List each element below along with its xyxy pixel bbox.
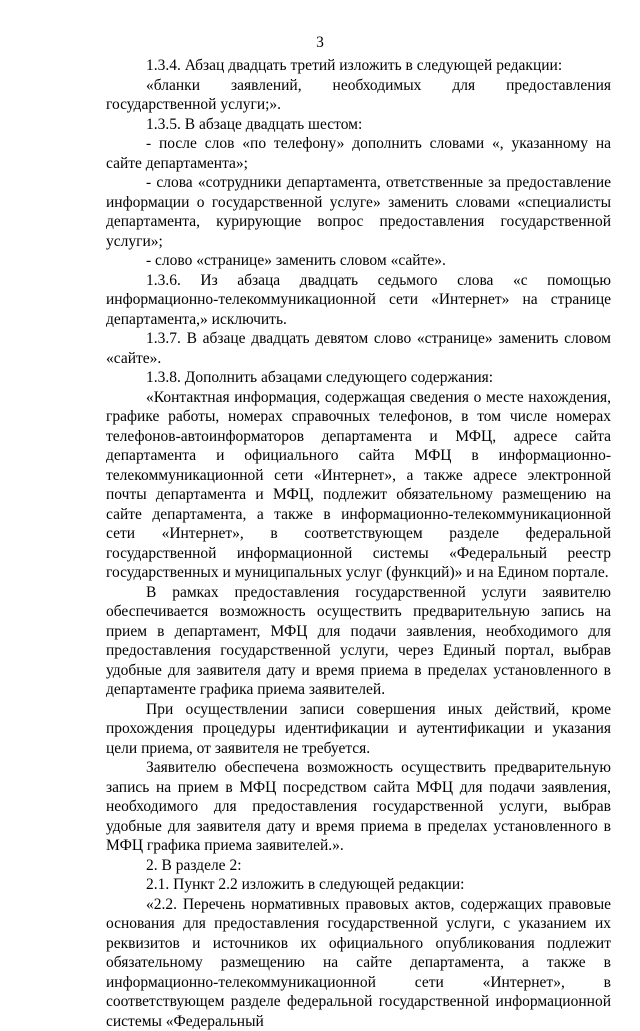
paragraph-1-3-4-text: «бланки заявлений, необходимых для предоставления государственной услуги;». (106, 76, 611, 115)
paragraph-1-3-8: 1.3.8. Дополнить абзацами следующего содержания: (106, 368, 611, 388)
document-body (106, 56, 611, 1031)
paragraph-2-1: 2.1. Пункт 2.2 изложить в следующей редакции: (106, 875, 611, 895)
paragraph-pre-registration: В рамках предоставления государственной услуги заявителю обеспечивается возможность осуществить предварительную запись на прием в департамент, МФЦ для подачи заявления, необходимого для предоставления государственной услуги, через Единый портал, выбрав удобные для заявителя дату и время приема в пределах установленного в департаменте графика приема заявителей. (106, 583, 611, 700)
paragraph-no-other-actions: При осуществлении записи совершения иных действий, кроме прохождения процедуры идентификации и аутентификации и указания цели приема, от заявителя не требуется. (106, 700, 611, 759)
paragraph-mfc-registration: Заявителю обеспечена возможность осуществить предварительную запись на прием в МФЦ посредством сайта МФЦ для подачи заявления, необходимого для предоставления государственной услуги, выбрав удобные для заявителя дату и время приема в пределах установленного в МФЦ графика приема заявителей.». (106, 758, 611, 856)
paragraph-section-2: 2. В разделе 2: (106, 856, 611, 876)
page-number: 3 (0, 34, 640, 52)
paragraph-1-3-4: 1.3.4. Абзац двадцать третий изложить в следующей редакции: (106, 56, 611, 76)
list-item-phone: - после слов «по телефону» дополнить словами «, указанному на сайте департамента»; (106, 134, 611, 173)
paragraph-1-3-5: 1.3.5. В абзаце двадцать шестом: (106, 115, 611, 135)
paragraph-contact-info: «Контактная информация, содержащая сведения о месте нахождения, графике работы, номерах справочных телефонов, в том числе номерах телефонов-автоинформаторов департамента и МФЦ, адресе сайта департамента и официального сайта МФЦ в информационно-телекоммуникационной сети «Интернет», а также адресе электронной почты департамента и МФЦ, подлежит обязательному размещению на сайте департамента, а также в информационно-телекоммуникационной сети «Интернет», в соответствующем разделе федеральной государственной информационной системы «Федеральный реестр государственных и муниципальных услуг (функций)» и на Едином портале. (106, 388, 611, 583)
paragraph-1-3-6: 1.3.6. Из абзаца двадцать седьмого слова «с помощью информационно-телекоммуникационной сети «Интернет» на странице департамента,» исключить. (106, 271, 611, 330)
list-item-staff: - слова «сотрудники департамента, ответственные за предоставление информации о государственной услуге» заменить словами «специалисты департамента, курирующие вопрос предоставления государственной услуги»; (106, 173, 611, 251)
paragraph-1-3-7: 1.3.7. В абзаце двадцать девятом слово «странице» заменить словом «сайте». (106, 329, 611, 368)
paragraph-2-2: «2.2. Перечень нормативных правовых актов, содержащих правовые основания для предоставления государственной услуги, с указанием их реквизитов и источников их официального опубликования подлежит обязательному размещению на сайте департамента, а также в информационно-телекоммуникационной сети «Интернет», в соответствующем разделе федеральной государственной информационной системы «Федеральный (106, 895, 611, 1031)
list-item-page: - слово «странице» заменить словом «сайте». (106, 251, 611, 271)
